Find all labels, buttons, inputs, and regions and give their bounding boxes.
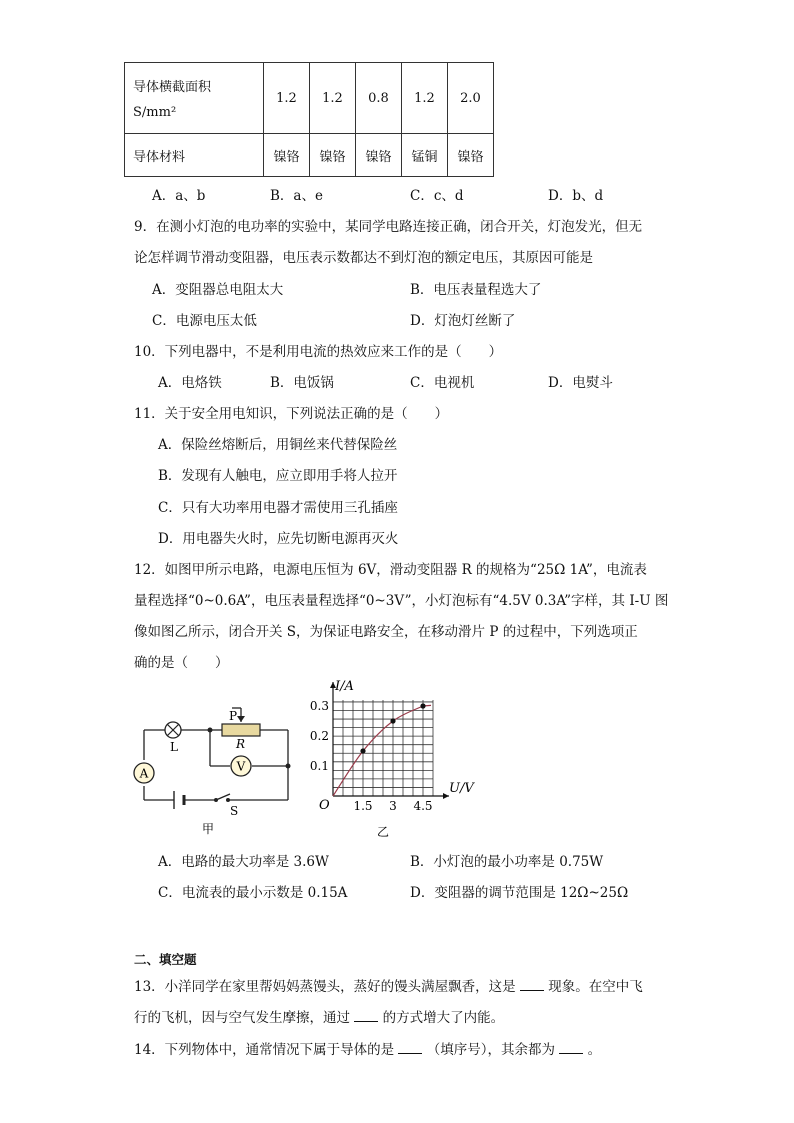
lamp-label: L xyxy=(170,740,178,754)
battery-icon xyxy=(174,791,184,809)
origin-label: O xyxy=(319,798,330,813)
circuit-caption: 甲 xyxy=(202,822,215,836)
section-title: 二、填空题 xyxy=(134,952,197,967)
junction-dot xyxy=(286,764,291,769)
q9-option-b: B．电压表量程选大了 xyxy=(410,282,542,298)
slider-label: P xyxy=(229,709,238,723)
x-tick-label: 1.5 xyxy=(353,799,373,813)
chart-grid xyxy=(333,700,433,796)
slider-arrow-icon xyxy=(237,716,245,722)
q8-option-b: B．a、e xyxy=(270,188,323,204)
q12-option-c: C．电流表的最小示数是 0.15A xyxy=(158,885,348,901)
q8-option-d: D．b、d xyxy=(548,188,604,204)
q11-stem: 11．关于安全用电知识，下列说法正确的是（ ） xyxy=(134,406,449,422)
ammeter-label: A xyxy=(139,766,149,781)
q12-stem-line1: 12．如图甲所示电路，电源电压恒为 6V，滑动变阻器 R 的规格为“25Ω 1A”，电流表 xyxy=(134,562,647,578)
table-cell: 1.2 xyxy=(310,63,356,134)
q8-option-a: A．a、b xyxy=(152,188,206,204)
q11-option-d: D．用电器失火时，应先切断电源再灭火 xyxy=(158,531,399,547)
iu-chart xyxy=(305,676,475,840)
voltmeter-icon xyxy=(231,756,251,776)
q12-stem-line3: 像如图乙所示，闭合开关 S，为保证电路安全，在移动滑片 P 的过程中，下列选项正 xyxy=(134,624,638,640)
voltmeter-label: V xyxy=(236,759,246,774)
table-cell: 1.2 xyxy=(402,63,448,134)
resistor-label: R xyxy=(236,737,246,751)
q8-option-c: C．c、d xyxy=(410,188,464,204)
answer-blank[interactable] xyxy=(559,1041,583,1054)
x-axis-label: U/V xyxy=(449,781,474,796)
chart-axes xyxy=(330,682,449,799)
q10-option-b: B．电饭锅 xyxy=(270,375,334,391)
switch-icon xyxy=(214,794,230,802)
q11-option-c: C．只有大功率用电器才需使用三孔插座 xyxy=(158,500,398,516)
conductor-table xyxy=(124,62,494,177)
data-point xyxy=(360,748,365,753)
q11-option-a: A．保险丝熔断后，用铜丝来代替保险丝 xyxy=(158,437,398,453)
y-axis-label: I/A xyxy=(335,679,354,694)
rheostat-resistor xyxy=(222,724,260,736)
x-tick-label: 4.5 xyxy=(413,799,433,813)
q11-option-b: B．发现有人触电，应立即用手将人拉开 xyxy=(158,468,398,484)
q14-text-a: 14．下列物体中，通常情况下属于导体的是 xyxy=(134,1042,395,1058)
q9-option-d: D．灯泡灯丝断了 xyxy=(410,313,516,329)
q13-text-a: 13．小洋同学在家里帮妈妈蒸馒头，蒸好的馒头满屋飘香，这是 xyxy=(134,979,516,995)
q13-text-c: 行的飞机，因与空气发生摩擦，通过 xyxy=(134,1010,350,1026)
circuit-diagram xyxy=(128,700,298,840)
table-cell: 镍铬 xyxy=(310,134,356,177)
q10-option-d: D．电熨斗 xyxy=(548,375,613,391)
y-tick-label: 0.2 xyxy=(309,729,329,743)
q13-line2 xyxy=(134,1006,504,1026)
q10-option-c: C．电视机 xyxy=(410,375,475,391)
q13-text-d: 的方式增大了内能。 xyxy=(382,1010,505,1026)
answer-blank[interactable] xyxy=(520,978,544,991)
q9-stem-line2: 论怎样调节滑动变阻器，电压表示数都达不到灯泡的额定电压，其原因可能是 xyxy=(134,250,593,266)
q12-option-b: B．小灯泡的最小功率是 0.75W xyxy=(410,854,604,870)
area-header-cell xyxy=(125,63,264,134)
table-cell: 1.2 xyxy=(264,63,310,134)
table-row-material xyxy=(125,134,494,177)
q14-line xyxy=(134,1038,601,1058)
y-tick-label: 0.3 xyxy=(309,699,329,713)
table-cell: 2.0 xyxy=(448,63,494,134)
q12-option-a: A．电路的最大功率是 3.6W xyxy=(158,854,329,870)
material-header-cell: 导体材料 xyxy=(125,134,264,177)
table-cell: 镍铬 xyxy=(264,134,310,177)
q10-option-a: A．电烙铁 xyxy=(158,375,222,391)
answer-blank[interactable] xyxy=(354,1009,378,1022)
y-tick-label: 0.1 xyxy=(309,759,329,773)
junction-dot xyxy=(208,728,213,733)
chart-caption: 乙 xyxy=(377,825,390,839)
switch-label: S xyxy=(230,804,239,818)
x-tick-label: 3 xyxy=(389,799,397,813)
table-cell: 0.8 xyxy=(356,63,402,134)
q13-text-b: 现象。在空中飞 xyxy=(548,979,643,995)
q14-text-b: （填序号），其余都为 xyxy=(426,1042,556,1058)
q12-stem-line4: 确的是（ ） xyxy=(134,655,229,671)
answer-blank[interactable] xyxy=(398,1041,422,1054)
q9-option-c: C．电源电压太低 xyxy=(152,313,257,329)
table-row-area xyxy=(125,63,494,134)
q9-option-a: A．变阻器总电阻太大 xyxy=(152,282,284,298)
area-header-line1: 导体横截面积 xyxy=(133,80,212,95)
q13-line1 xyxy=(134,975,643,995)
lamp-icon xyxy=(165,722,181,738)
table-cell: 锰铜 xyxy=(402,134,448,177)
table-cell: 镍铬 xyxy=(448,134,494,177)
q14-text-c: 。 xyxy=(587,1042,602,1058)
data-point xyxy=(420,703,425,708)
q12-stem-line2: 量程选择“0~0.6A”，电压表量程选择“0~3V”，小灯泡标有“4.5V 0.3A”字样，其 I-U 图 xyxy=(134,593,669,609)
ammeter-icon xyxy=(134,763,154,783)
q10-stem: 10．下列电器中，不是利用电流的热效应来工作的是（ ） xyxy=(134,344,503,360)
q9-stem-line1: 9．在测小灯泡的电功率的实验中，某同学电路连接正确，闭合开关，灯泡发光，但无 xyxy=(134,219,643,235)
table-cell: 镍铬 xyxy=(356,134,402,177)
area-header-line2: S/mm² xyxy=(133,105,177,120)
data-point xyxy=(390,718,395,723)
q12-option-d: D．变阻器的调节范围是 12Ω~25Ω xyxy=(410,885,629,901)
